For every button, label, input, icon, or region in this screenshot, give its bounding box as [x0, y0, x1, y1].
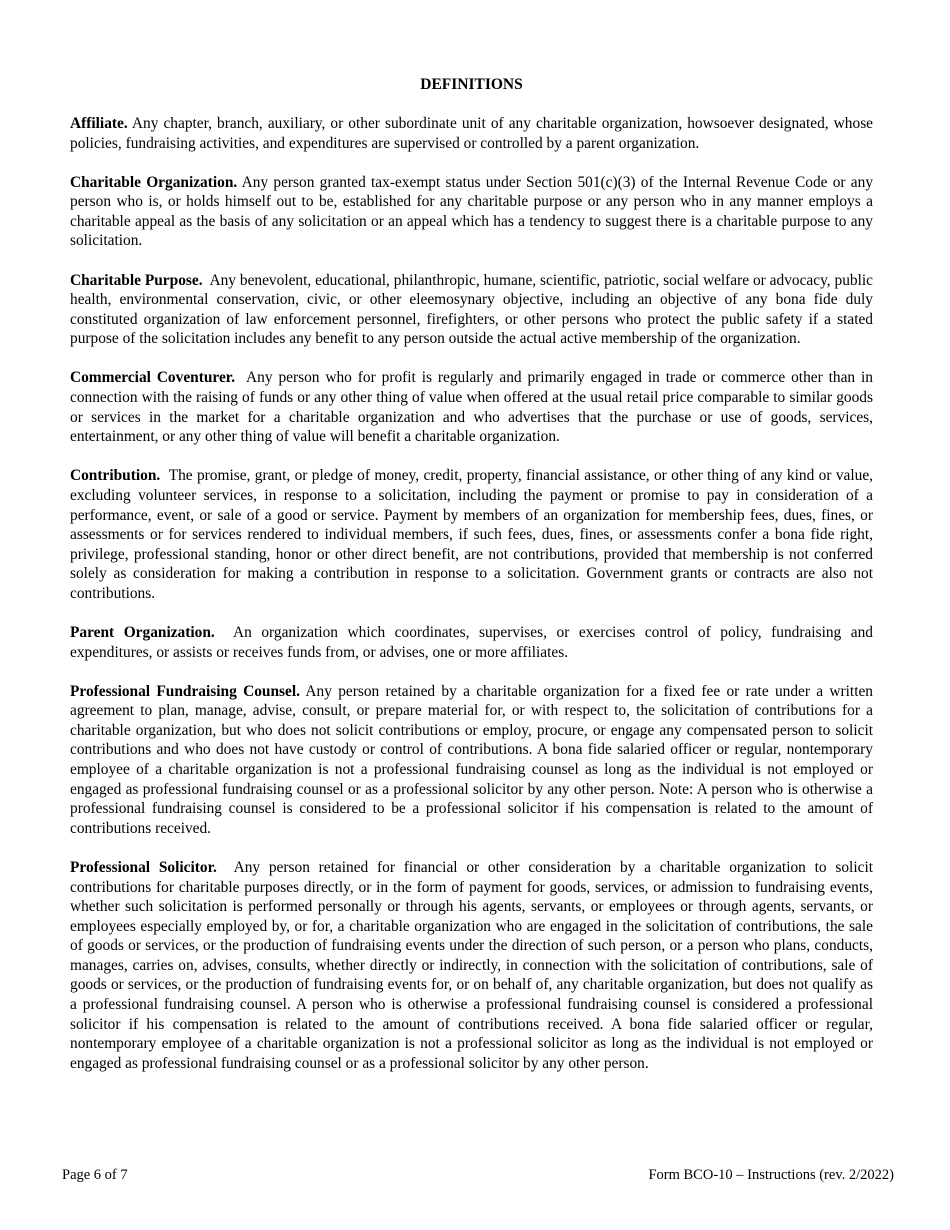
definition-text: Any person retained by a charitable organization for a fixed fee or rate under a written agreement to plan, manage, advise, consult, or prepare material for, or with respect to, the solicitation of contributions for a charitable organization, but who does not solicit contributions or employ, procure, or engage any compensated person to solicit contributions and who does not have custody or control of contributions. A bona fide salaried officer or regular, nontemporary employee of a charitable organization is not a professional fundraising counsel as long as the individual is not employed or engaged as professional fundraising counsel or as a professional solicitor by any other person. Note: A person who is otherwise a professional fundraising counsel is considered to be a professional solicitor if his compensation is related to the amount of contributions received. — [70, 682, 873, 837]
definition-professional-solicitor — [70, 858, 873, 1074]
definition-text: Any person who for profit is regularly and primarily engaged in trade or commerce other than in connection with the raising of funds or any other thing of value when offered at the usual retail price comparable to similar goods or services in the market for a charitable organization and who advertises that the purchase or use of goods, services, entertainment, or any other thing of value will benefit a charitable organization. — [70, 369, 873, 446]
definition-professional-fundraising-counsel — [70, 682, 873, 839]
definition-text: Any benevolent, educational, philanthropic, humane, scientific, patriotic, social welfare or advocacy, public health, environmental conservation, civic, or other eleemosynary objective, including an objective of any bona fide duly constituted organization of law enforcement personnel, firefighters, or other persons who protect the public safety if a stated purpose of the solicitation includes any benefit to any person outside the actual active membership of the organization. — [70, 271, 873, 348]
definition-term: Commercial Coventurer. — [70, 369, 236, 387]
definition-text: Any person granted tax-exempt status under Section 501(c)(3) of the Internal Revenue Code or any person who is, or holds himself out to be, established for any charitable purpose or any person who in any manner employs a charitable appeal as the basis of any solicitation or an appeal which has a tendency to suggest there is a charitable purpose to any solicitation. — [70, 173, 874, 250]
definition-charitable-organization — [70, 173, 873, 251]
definition-parent-organization — [70, 623, 873, 662]
definition-text: Any person retained for financial or other consideration by a charitable organization to solicit contributions for charitable purposes directly, or in the form of payment for goods, services, or admission to fundraising events, whether such solicitation is performed personally or through his agents, servants, or employees or through agents, servants, or employees especially employed by, or for, a charitable organization who are engaged in the solicitation of contributions, the sale of goods or services, or the production of fundraising events under the direction of such person, or a person who plans, conducts, manages, carries on, advises, consults, whether directly or indirectly, in connection with the solicitation of contributions, sale of goods or services, or the production of fundraising events for, or on behalf of, any charitable organization, but does not qualify as a professional fundraising counsel. A person who is otherwise a professional fundraising counsel is considered a professional solicitor if his compensation is related to the amount of contributions received. A bona fide salaried officer or regular, nontemporary employee of a charitable organization is not a professional solicitor as long as the individual is not employed or engaged as professional fundraising counsel or as a professional solicitor by any other person. — [70, 858, 873, 1072]
form-identifier: Form BCO-10 – Instructions (rev. 2/2022) — [648, 1167, 894, 1183]
page-title: DEFINITIONS — [420, 76, 523, 93]
definition-term: Professional Fundraising Counsel. — [70, 682, 300, 700]
definition-affiliate — [70, 114, 873, 153]
page-number: Page 6 of 7 — [62, 1167, 128, 1183]
definition-text: The promise, grant, or pledge of money, credit, property, financial assistance, or other thing of any kind or value, excluding volunteer services, in response to a solicitation, including the payment or promise to pay in consideration of a performance, event, or sale of a good or service. Payment by members of an organization for membership fees, dues, fines, or assessments or for services rendered to individual members, if such fees, dues, fines, or assessments confer a bona fide right, privilege, professional standing, honor or other direct benefit, are not contributions, provided that membership is not conferred solely as consideration for making a contribution in response to a solicitation. Government grants or contracts are also not contributions. — [70, 467, 873, 602]
definition-term: Parent Organization. — [70, 623, 215, 641]
definition-term: Contribution. — [70, 467, 161, 485]
definitions-list — [70, 114, 873, 1093]
definition-term: Charitable Organization. — [70, 173, 238, 191]
definition-text: Any chapter, branch, auxiliary, or other subordinate unit of any charitable organization, howsoever designated, whose policies, fundraising activities, and expenditures are supervised or controlled by a parent organization. — [70, 115, 874, 152]
definition-commercial-coventurer — [70, 368, 873, 446]
definition-term: Professional Solicitor. — [70, 858, 217, 876]
definition-contribution — [70, 466, 873, 603]
definition-text: An organization which coordinates, supervises, or exercises control of policy, fundraising and expenditures, or assists or receives funds from, or advises, one or more affiliates. — [70, 623, 873, 661]
definition-term: Charitable Purpose. — [70, 271, 203, 289]
definition-charitable-purpose — [70, 271, 873, 349]
definition-term: Affiliate. — [70, 115, 128, 132]
